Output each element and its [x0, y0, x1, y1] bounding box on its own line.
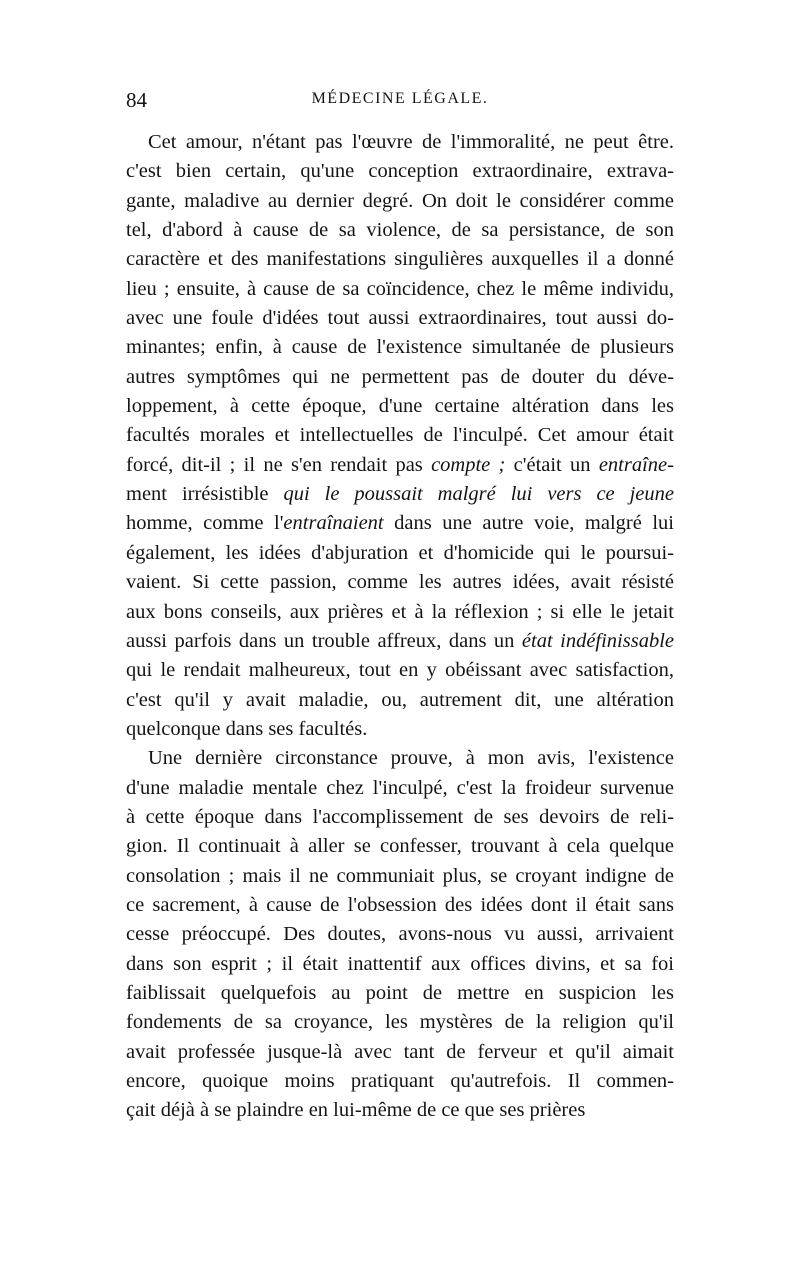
italic-phrase: entraînaient: [283, 512, 384, 535]
italic-phrase: état indéfinissable: [521, 629, 675, 652]
text-run: Une dernière circonstance prouve, à mon avis, l'existence: [148, 747, 674, 770]
text-run: aussi parfois dans un trouble affreux, dans un: [126, 629, 522, 652]
text-run: faiblissait quelquefois au point de mettre en suspicion les: [126, 981, 674, 1004]
text-line: [126, 539, 674, 568]
text-line: [126, 275, 674, 304]
text-run: c'est qu'il y avait maladie, ou, autrement dit, une altération: [126, 688, 674, 711]
text-run: c'était un: [505, 453, 599, 476]
text-run: minantes; enfin, à cause de l'existence simultanée de plusieurs: [126, 336, 674, 359]
text-line: [126, 333, 674, 362]
text-run: homme, comme l': [126, 512, 284, 535]
text-run: qui le rendait malheureux, tout en y obéissant avec satisfaction,: [126, 659, 674, 682]
text-line: [126, 157, 674, 186]
text-line: [126, 598, 674, 627]
text-line: [126, 451, 674, 480]
text-line: [126, 187, 674, 216]
text-run: çait déjà à se plaindre en lui-même de ce que ses prières: [126, 1099, 586, 1122]
text-line: [126, 627, 674, 656]
text-line: [126, 686, 674, 715]
text-run: c'est bien certain, qu'une conception extraordinaire, extrava-: [126, 160, 674, 183]
text-line: [126, 774, 674, 803]
page-header: [126, 88, 674, 114]
text-line: [126, 715, 674, 744]
italic-phrase: compte ;: [431, 453, 506, 476]
text-line: [126, 245, 674, 274]
text-run: avec une foule d'idées tout aussi extraordinaires, tout aussi do-: [126, 307, 674, 330]
text-run: dans son esprit ; il était inattentif aux offices divins, et sa foi: [126, 952, 674, 975]
paragraph-1: [126, 128, 674, 744]
text-line: [126, 1008, 674, 1037]
text-run: autres symptômes qui ne permettent pas de douter du déve-: [126, 365, 674, 388]
text-run: gion. Il continuait à aller se confesser, trouvant à cela quelque: [126, 835, 674, 858]
text-run: quelconque dans ses facultés.: [126, 717, 368, 740]
text-run: loppement, à cette époque, d'une certaine altération dans les: [126, 395, 674, 418]
text-run: tel, d'abord à cause de sa violence, de sa persistance, de son: [126, 219, 674, 242]
body-text: [126, 128, 674, 1126]
text-run: consolation ; mais il ne communiait plus, se croyant indigne de: [126, 864, 674, 887]
italic-phrase: qui le poussait malgré lui vers ce jeune: [268, 483, 674, 506]
text-line: [126, 862, 674, 891]
text-run: facultés morales et intellectuelles de l'inculpé. Cet amour était: [126, 424, 674, 447]
text-run: ce sacrement, à cause de l'obsession des idées dont il était sans: [126, 893, 674, 916]
text-line: [126, 480, 674, 509]
text-line: [126, 891, 674, 920]
text-run: aux bons conseils, aux prières et à la réflexion ; si elle le jetait: [126, 600, 674, 623]
text-run: caractère et des manifestations singulières auxquelles il a donné: [126, 248, 674, 271]
text-line: [126, 1067, 674, 1096]
text-run: forcé, dit-il ; il ne s'en rendait pas: [126, 453, 432, 476]
text-line: [126, 656, 674, 685]
text-run: fondements de sa croyance, les mystères de la religion qu'il: [126, 1011, 674, 1034]
text-line: [126, 363, 674, 392]
text-line: [126, 950, 674, 979]
text-line: [126, 1096, 674, 1125]
running-title: MÉDECINE LÉGALE.: [311, 90, 489, 107]
text-line: [126, 421, 674, 450]
text-line: [126, 304, 674, 333]
text-line: [126, 128, 674, 157]
text-line: [126, 392, 674, 421]
text-run: vaient. Si cette passion, comme les autres idées, avait résisté: [126, 571, 674, 594]
text-run: cesse préoccupé. Des doutes, avons-nous vu aussi, arrivaient: [126, 923, 674, 946]
italic-phrase: entraîne-: [598, 453, 674, 476]
text-run: à cette époque dans l'accomplissement de ses devoirs de reli-: [126, 805, 674, 828]
text-line: [126, 509, 674, 538]
text-line: [126, 216, 674, 245]
text-line: [126, 803, 674, 832]
page-number: 84: [126, 88, 147, 112]
text-run: encore, quoique moins pratiquant qu'autrefois. Il commen-: [126, 1070, 674, 1092]
text-run: d'une maladie mentale chez l'inculpé, c'est la froideur survenue: [126, 776, 674, 799]
text-line: [126, 979, 674, 1008]
text-line: [126, 568, 674, 597]
text-run: également, les idées d'abjuration et d'homicide qui le poursui-: [126, 541, 674, 564]
text-line: [126, 1038, 674, 1067]
text-run: Cet amour, n'étant pas l'œuvre de l'immoralité, ne peut être.: [148, 131, 674, 153]
text-run: dans une autre voie, malgré lui: [383, 512, 674, 535]
text-run: ment irrésistible: [126, 483, 269, 506]
text-run: lieu ; ensuite, à cause de sa coïncidence, chez le même individu,: [126, 277, 674, 300]
text-run: avait professée jusque-là avec tant de ferveur et qu'il aimait: [126, 1040, 674, 1063]
text-run: gante, maladive au dernier degré. On doit le considérer comme: [126, 189, 674, 212]
text-line: [126, 832, 674, 861]
text-line: [126, 920, 674, 949]
text-line: [126, 744, 674, 773]
paragraph-2: [126, 744, 674, 1125]
